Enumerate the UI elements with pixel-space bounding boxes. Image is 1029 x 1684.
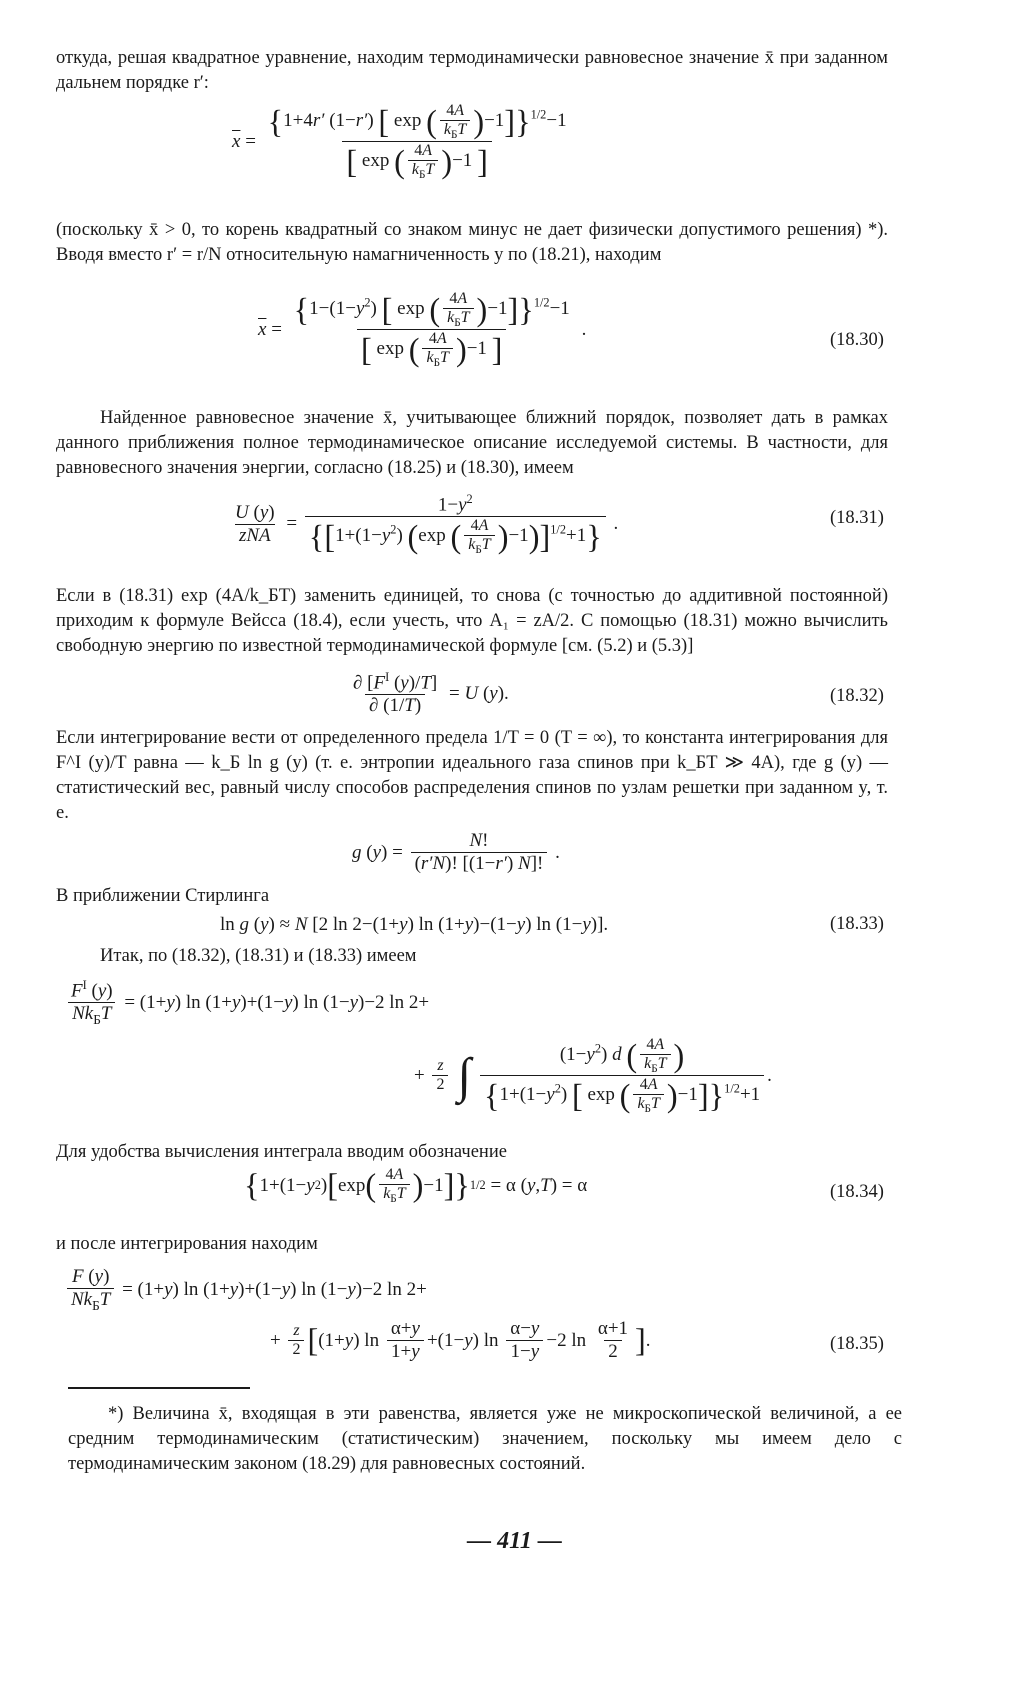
equation-18-30: $\overline{x}$ = {$1-(1-y^2)$ [ exp ( $\frac{4A}{k_БT}$ )−1]}$^{1/2}$−1 [ exp ( $\frac{4A}{k_БT}$ )−1 ] . <box>258 290 587 370</box>
equation-number-18-31: (18.31) <box>830 508 884 528</box>
equation-18-35-line-1: $\frac{F (y)}{Nk_БT}$ = (1+ y ) ln (1+ y )+(1− y ) ln (1− y )−2 ln 2+ <box>64 1266 427 1314</box>
equation-18-35-line-2: + $\frac{z}{2}$ [ (1+ y ) ln $\frac{\alpha+y}{1+y}$ +(1− y ) ln $\frac{\alpha-y}{1-y}$ −2 ln $\frac{\alpha+1}{2}$ ] . <box>270 1318 651 1362</box>
equation-free-energy-line-2: + $\frac{z}{2}$ ∫ $(1-y^2)$ d ( $\frac{4A}{k_БT}$ ) {$1+(1-y^2)$ [ exp ( $\frac{4A}{k_БT}$ )−1]}$^{1/2}$+1 . <box>414 1036 772 1116</box>
equation-number-18-33: (18.33) <box>830 914 884 934</box>
paragraph-2: (поскольку x̄ > 0, то корень квадратный со знаком минус не дает физически допустимого решения) *). Вводя вместо r′ = r/N относительную намагниченность y по (18.21), находим <box>56 220 888 265</box>
equation-free-energy-line-1: $\frac{F^I (y)}{Nk_БT}$ = (1+ y ) ln (1+ y )+(1− y ) ln (1− y )−2 ln 2+ <box>64 978 429 1028</box>
equation-18-32: $\frac{\partial [F^I (y)/T]}{\partial (1/T)}$ = U ( y ). <box>353 670 509 717</box>
equation-number-18-34: (18.34) <box>830 1182 884 1202</box>
footnote: *) Величина x̄, входящая в эти равенства, является уже не микроскопической величиной, а ее средним термодинамическим (статистическим) значением, поскольку мы имеем дело с термодинамическим законом (18.29) для равновесных состояний. <box>68 1404 902 1474</box>
equation-18-33: ln g ( y ) ≈ N [2 ln 2−(1+ y ) ln (1+ y )−(1− y ) ln (1− y )]. <box>220 914 609 935</box>
paragraph-8: Для удобства вычисления интеграла вводим обозначение <box>56 1142 507 1162</box>
paragraph-3: Найденное равновесное значение x̄, учитывающее ближний порядок, позволяет дать в рамках данного приближения полное термодинамическое описание исследуемой системы. В частности, для равновесного значения энергии, согласно (18.25) и (18.30), имеем <box>56 408 888 478</box>
paragraph-5: Если интегрирование вести от определенного предела 1/T = 0 (T = ∞), то константа интегрирования для F^I (y)/T равна — k_Б ln g (y) (т. е. энтропии идеального газа спинов при k_БT ≫ 4A), где g (y) — статистический вес, равный числу способов распределения спинов по узлам решетки при заданном y, т. е. <box>56 728 888 823</box>
equation-g-y: g ( y ) = $\frac{N!}{(r'N)! [(1-r') N]!}$ . <box>352 830 560 874</box>
equation-18-34: { 1+(1− y 2 ) [ exp ( $\frac{4A}{k_БT}$ ) −1 ] } 1/2 = α ( y , T ) = α <box>244 1166 588 1206</box>
paragraph-7: Итак, по (18.32), (18.31) и (18.33) имеем <box>100 946 417 966</box>
paragraph-6: В приближении Стирлинга <box>56 886 270 906</box>
equation-18-31: $\frac{U (y)}{\text{zNA}}$ = $1-y^2$ {[$1+(1-y^2)$ (exp ( $\frac{4A}{k_БT}$ )−1)]$^{1/2}$+1} . <box>235 492 619 557</box>
equation-number-18-35: (18.35) <box>830 1334 884 1354</box>
equation-number-18-30: (18.30) <box>830 330 884 350</box>
equation-number-18-32: (18.32) <box>830 686 884 706</box>
footnote-rule <box>68 1387 250 1389</box>
paragraph-1: откуда, решая квадратное уравнение, находим термодинамически равновесное значение x̄ при заданном дальнем порядке r′: <box>56 48 888 93</box>
paragraph-4: Если в (18.31) exp (4A/k_БT) заменить единицей, то снова (с точностью до аддитивной постоянной) приходим к формуле Вейсса (18.4), если учесть, что A₁ = zA/2. С помощью (18.31) можно вычислить свободную энергию по известной термодинамической формуле [см. (5.2) и (5.3)] <box>56 586 888 656</box>
page-number: — 411 — <box>467 1528 562 1554</box>
paragraph-9: и после интегрирования находим <box>56 1234 318 1254</box>
equation-xbar-r: $\overline{x}$ = {1+4r′ (1−r′) [ exp ( $\frac{4A}{k_БT}$ )−1]}$^{1/2}$−1 [ exp ( $\frac{4A}{k_БT}$ )−1 ] <box>232 102 567 182</box>
